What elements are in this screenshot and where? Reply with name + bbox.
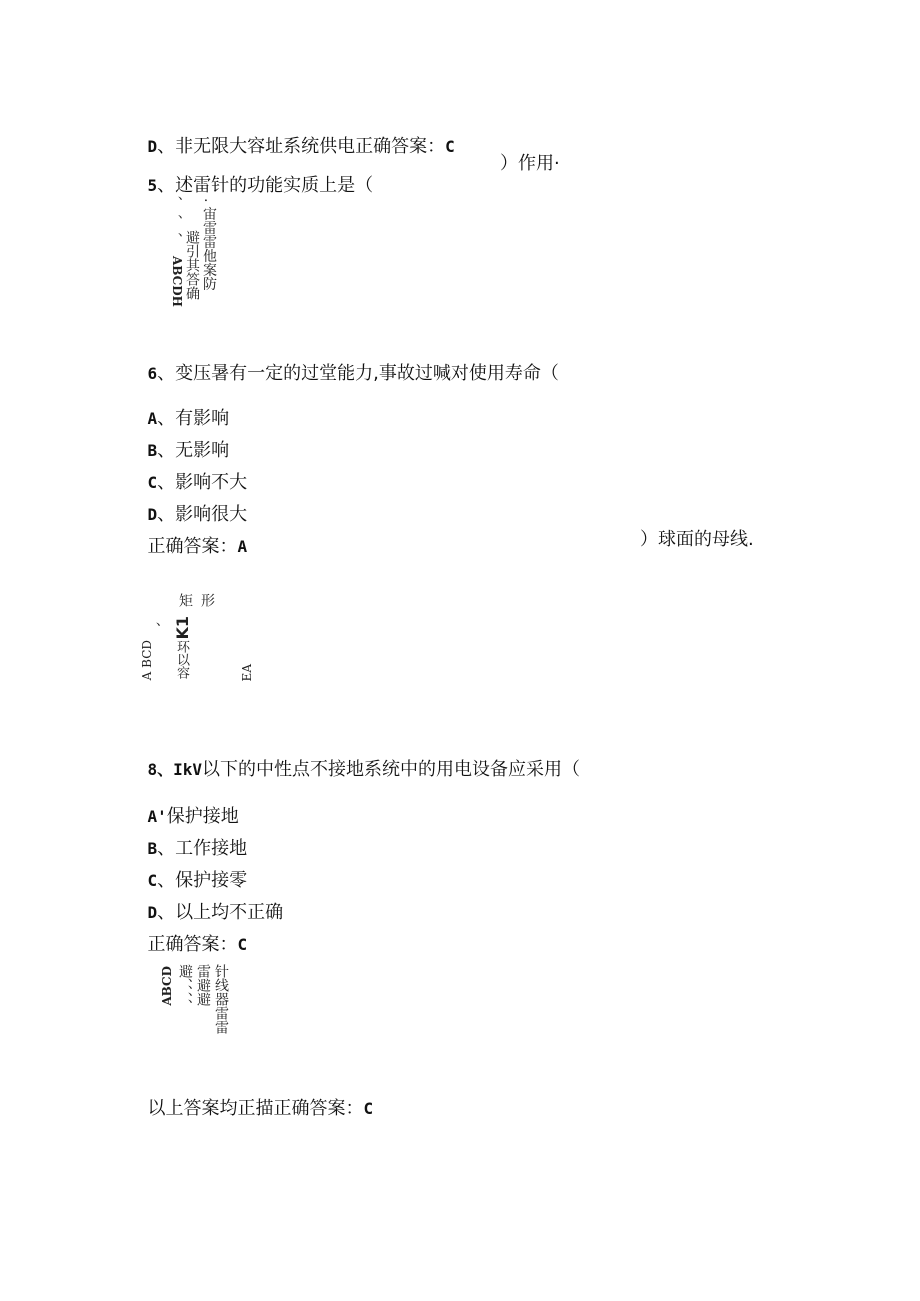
q5-stem-end: ）作用·	[500, 153, 560, 174]
q7-options-mark: 、	[145, 622, 161, 636]
q9-answer-line	[136, 1076, 373, 1120]
q7-col-b-rest: 环以容	[174, 640, 189, 679]
q5-options-col1: 、 、 、	[167, 196, 183, 247]
q4-option-d-letter: D	[147, 137, 158, 156]
q6-option-c-letter: C	[147, 473, 158, 492]
q6-option-c-text: 、影响不大	[157, 472, 248, 493]
q6-option-a-letter: A	[147, 409, 158, 428]
q6-answer: A	[237, 537, 248, 556]
q9-options-col1: 避、、、、	[177, 964, 193, 1013]
q8-option-c-text: 、保护接零	[157, 870, 248, 891]
q5-number: 5	[147, 176, 158, 195]
q6-answer-label: 正确答案：	[147, 536, 238, 557]
q5-stem	[136, 153, 373, 197]
q9-options-letters: ABCD	[160, 966, 174, 1006]
q4-option-d-text: 、非无限大容址系统供电正确答案：	[157, 136, 446, 157]
q8-stem-text: 以下的中性点不接地系统中的用电设备应采用（	[202, 759, 580, 780]
q8-option-a-letter: A'	[147, 807, 167, 826]
q6-option-d-letter: D	[147, 505, 158, 524]
q9-answer: C	[363, 1099, 374, 1118]
q7-col-d: EA	[240, 664, 254, 682]
q5-options-col2: 避引其答确	[184, 230, 200, 300]
q5-options-letters: ABCDH	[170, 256, 184, 307]
q9-options-col2: 雷避避	[195, 964, 211, 1006]
q8-option-a-text: 保护接地	[166, 806, 239, 827]
q9-options-col3: 针线器雷雷	[213, 964, 229, 1034]
q7-stem-tail: ）球面的母线.	[640, 529, 754, 550]
q6-number: 6	[147, 364, 158, 383]
q6-option-b-text: 、无影响	[157, 440, 230, 461]
q8-stem-bold: 、IkV	[157, 760, 202, 779]
q6-option-d-text: 、影响很大	[157, 504, 248, 525]
q4-answer: C	[445, 137, 455, 156]
q8-stem	[136, 737, 580, 781]
q5-stem-text: 、述雷针的功能实质上是（	[157, 175, 374, 196]
q8-option-c-letter: C	[147, 871, 158, 890]
q6-answer-line	[136, 514, 247, 558]
q7-col-b-top: 矩	[177, 593, 193, 607]
q8-answer-label: 正确答案：	[147, 934, 238, 955]
q5-options-col3: . 宙雷雷他案防	[201, 198, 217, 291]
q7-col-b-bold: K1	[173, 616, 192, 640]
q6-stem	[136, 341, 559, 385]
q6-option-a-text: 、有影响	[157, 408, 230, 429]
q8-option-b-letter: B	[147, 839, 158, 858]
q8-number: 8	[147, 760, 158, 779]
q8-option-d-letter: D	[147, 903, 158, 922]
q8-option-b-text: 、工作接地	[157, 838, 248, 859]
q4-option-d	[136, 114, 455, 158]
q8-answer-line	[136, 912, 247, 956]
q7-col-c: 形	[199, 593, 215, 607]
q9-answer-text: 以上答案均正描正确答案：	[147, 1098, 364, 1119]
q6-stem-text: 、变压暑有一定的过堂能力,事故过喊对使用寿命（	[157, 363, 559, 384]
q8-answer: C	[237, 935, 248, 954]
q6-option-b-letter: B	[147, 441, 158, 460]
q7-options-letters: A BCD	[140, 640, 154, 681]
q8-option-d-text: 、以上均不正确	[157, 902, 284, 923]
